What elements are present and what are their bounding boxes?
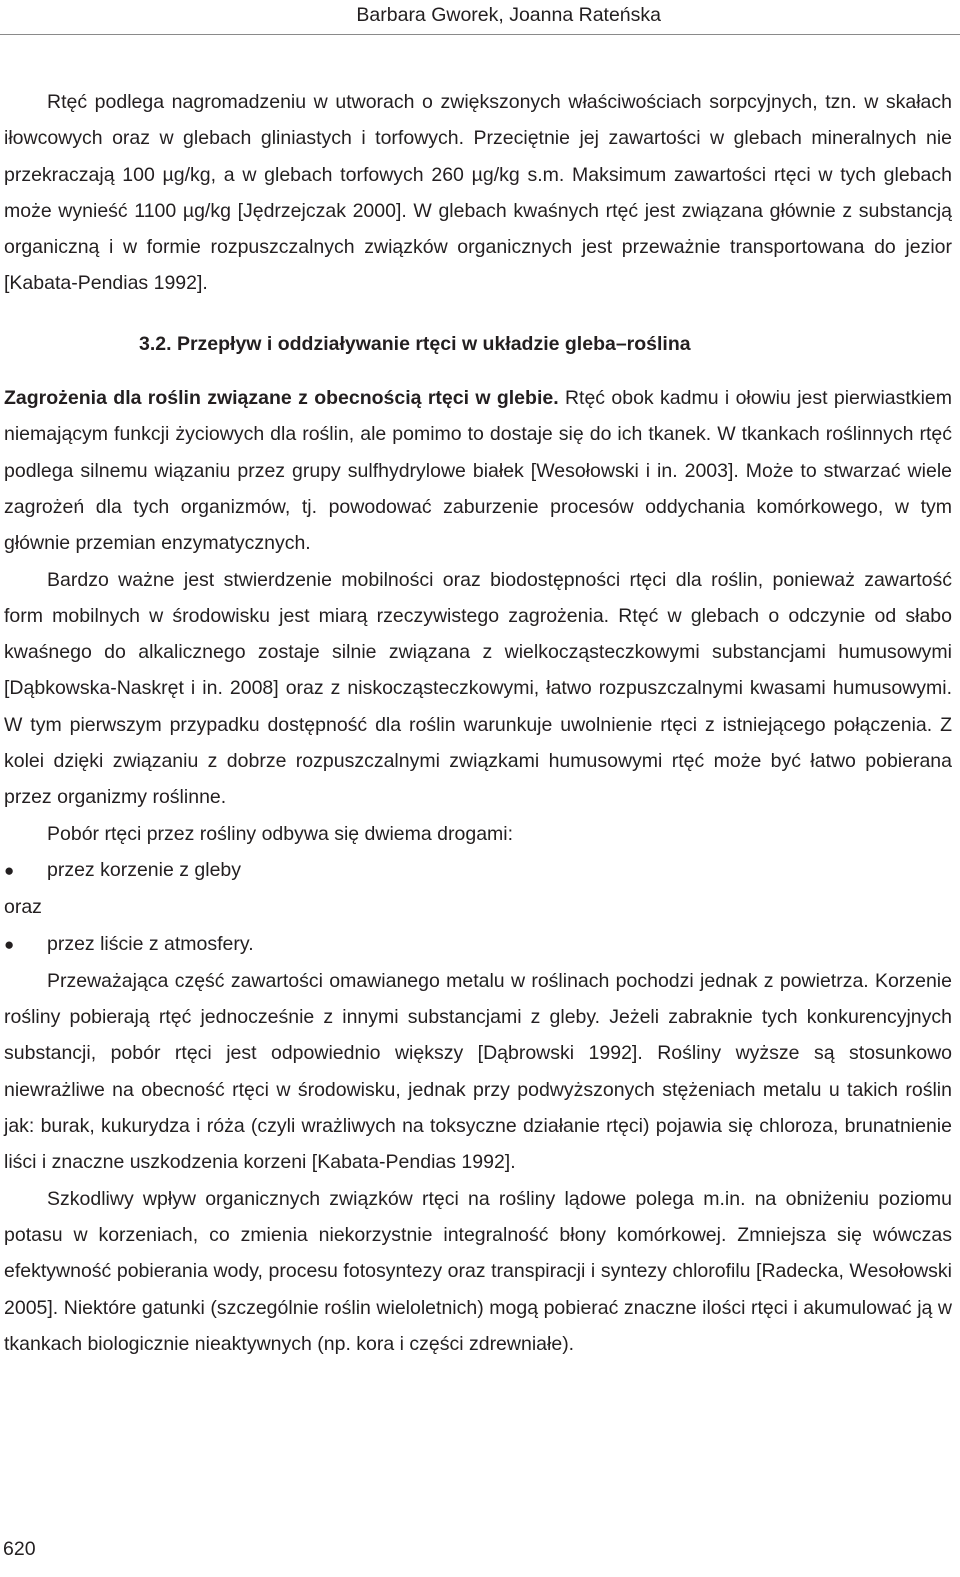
header-authors: Barbara Gworek, Joanna Rateńska: [356, 4, 661, 26]
paragraph-2: [4, 380, 952, 561]
page-body: [4, 84, 952, 1362]
bullet-text-2: przez liście z atmosfery.: [47, 932, 254, 955]
bullet-icon: ●: [4, 860, 15, 880]
bullet-item-2: [4, 926, 952, 963]
paragraph-5: Przeważająca część zawartości omawianego metalu w roślinach pochodzi jednak z powietrza. Korzenie rośliny pobierają rtęć jednocześnie z innymi substancjami z gleby. Jeżeli zabraknie tych konkurencyjnych substancji, pobór rtęci jest odpowiednio większy [Dąbrowski 1992]. Rośliny wyższe są stosunkowo niewrażliwe na obecność rtęci w środowisku, jednak przy podwyższonych stężeniach metalu u takich roślin jak: burak, kukurydza i róża (czyli wrażliwych na toksyczne działanie rtęci) pojawia się chloroza, brunatnienie liści i znaczne uszkodzenia korzeni [Kabata-Pendias 1992].: [4, 969, 952, 1174]
paragraph-4: Pobór rtęci przez rośliny odbywa się dwiema drogami:: [47, 822, 514, 845]
paragraph-3: Bardzo ważne jest stwierdzenie mobilności oraz biodostępności rtęci dla roślin, ponieważ zawartość form mobilnych w środowisku jest miarą rzeczywistego zagrożenia. Rtęć w glebach o odczynie od słabo kwaśnego do alkalicznego zostaje silnie związana z wielkocząsteczkowymi substancjami humusowymi [Dąbkowska-Naskręt i in. 2008] oraz z niskocząsteczkowymi, łatwo rozpuszczalnymi kwasami humusowymi. W tym pierwszym przypadku dostępność dla roślin warunkuje uwolnienie rtęci z istniejącego połączenia. Z kolei dzięki związaniu z dobrze rozpuszczalnymi związkami humusowymi rtęć może być łatwo pobierana przez organizmy roślinne.: [4, 568, 952, 809]
paragraph-2-text: Rtęć obok kadmu i ołowiu jest pierwiastkiem niemającym funkcji życiowych dla roślin, ale pomimo to dostaje się do ich tkanek. W tkankach roślinnych rtęć podlega silnemu wiązaniu przez grupy sulfhydrylowe białek [Wesołowski i in. 2003]. Może to stwarzać wiele zagrożeń dla tych organizmów, tj. powodować zaburzenie procesów oddychania komórkowego, w tym głównie przemian enzymatycznych.: [4, 387, 952, 555]
bullet-icon: ●: [4, 934, 15, 954]
paragraph-1: Rtęć podlega nagromadzeniu w utworach o zwiększonych właściwościach sorpcyjnych, tzn. w skałach iłowcowych oraz w glebach gliniastych i torfowych. Przeciętnie jej zawartości w glebach mineralnych nie przekraczają 100 µg/kg, a w glebach torfowych 260 µg/kg s.m. Maksimum zawartości rtęci w tych glebach może wynieść 1100 µg/kg [Jędrzejczak 2000]. W glebach kwaśnych rtęć jest związana głównie z substancją organiczną i w formie rozpuszczalnych związków organicznych jest przeważnie transportowana do jezior [Kabata-Pendias 1992].: [4, 91, 952, 295]
connector-oraz: oraz: [4, 896, 42, 919]
bullet-text-1: przez korzenie z gleby: [47, 858, 242, 881]
page-number: 620: [3, 1538, 36, 1560]
running-header: [0, 0, 960, 35]
bullet-item-1: [4, 852, 952, 889]
paragraph-2-lead: Zagrożenia dla roślin związane z obecnością rtęci w glebie.: [4, 387, 559, 410]
paragraph-6: Szkodliwy wpływ organicznych związków rtęci na rośliny lądowe polega m.in. na obniżeniu poziomu potasu w korzeniach, co zmienia niekorzystnie integralność błony komórkowej. Zmniejsza się wówczas efektywność pobierania wody, procesu fotosyntezy oraz transpiracji i syntezy chlorofilu [Radecka, Wesołowski 2005]. Niektóre gatunki (szczególnie roślin wieloletnich) mogą pobierać znaczne ilości rtęci i akumulować ją w tkankach biologicznie nieaktywnych (np. kora i części zdrewniałe).: [4, 1187, 952, 1355]
section-heading: 3.2. Przepływ i oddziaływanie rtęci w układzie gleba–roślina: [139, 332, 691, 355]
